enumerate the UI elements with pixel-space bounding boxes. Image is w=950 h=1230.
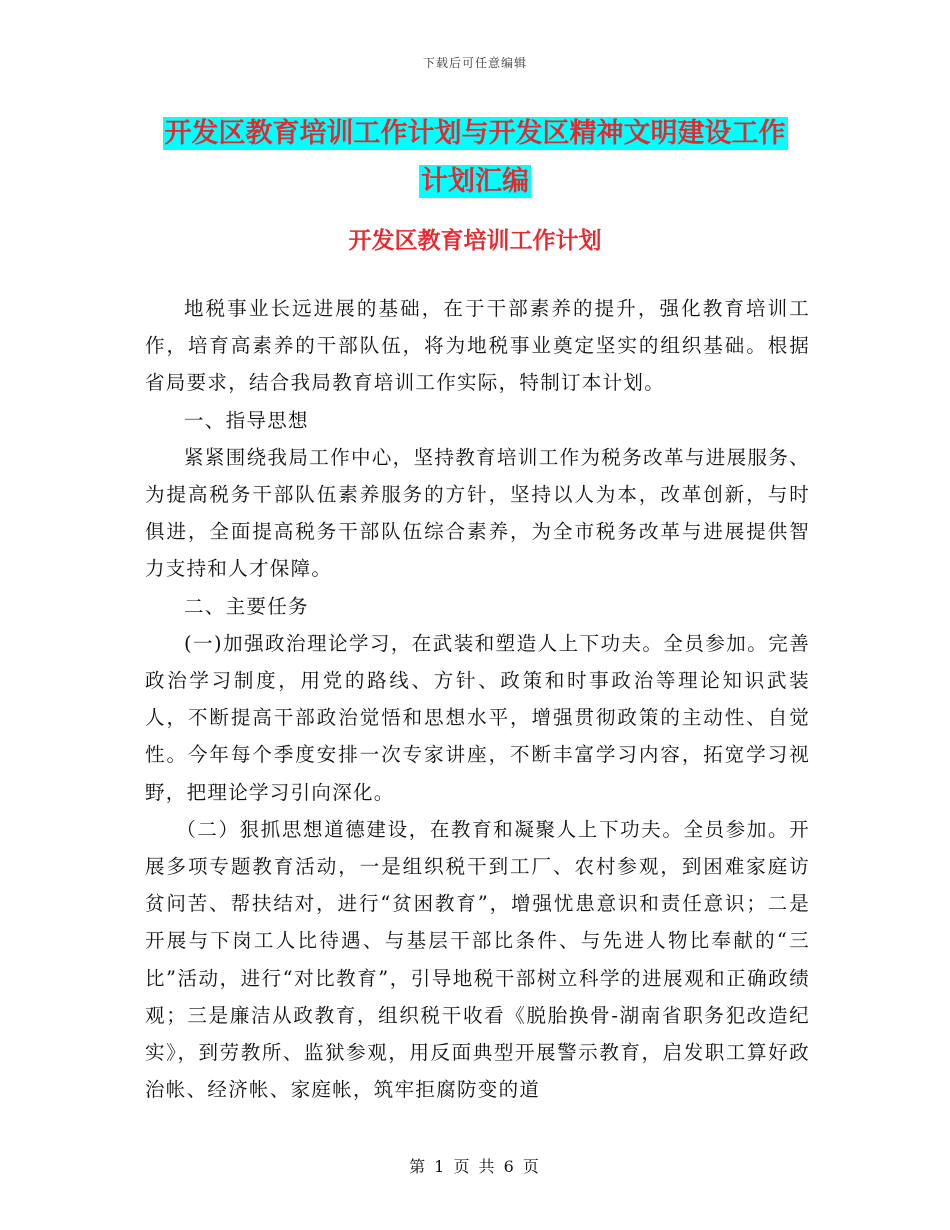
header-note: 下载后可任意编辑 bbox=[422, 56, 527, 70]
paragraph-task-1: (一)加强政治理论学习，在武装和塑造人上下功夫。全员参加。完善政治学习制度，用党的路线、方针、政策和时事政治等理论知识武装人，不断提高干部政治觉悟和思想水平，增强贯彻政策的主动性、自觉性。今年每个季度安排一次专家讲座，不断丰富学习内容，拓宽学习视野，把理论学习引向深化。 bbox=[145, 631, 810, 804]
paragraph-task-2: （二）狠抓思想道德建设，在教育和凝聚人上下功夫。全员参加。开展多项专题教育活动，一是组织税干到工厂、农村参观，到困难家庭访贫问苦、帮扶结对，进行“贫困教育”，增强忧患意识和责任意识；二是开展与下岗工人比待遇、与基层干部比条件、与先进人物比奉献的“三比”活动，进行“对比教育”，引导地税干部树立科学的进展观和正确政绩观；三是廉洁从政教育，组织税干收看《脱胎换骨-湖南省职务犯改造纪实》，到劳教所、监狱参观，用反面典型开展警示教育，启发职工算好政治帐、经济帐、家庭帐，筑牢拒腐防变的道 bbox=[145, 817, 810, 1102]
page-footer: 第 1 页 共 6 页 bbox=[409, 1157, 541, 1176]
document-body bbox=[145, 290, 810, 1108]
heading-main-tasks: 二、主要任务 bbox=[184, 594, 309, 618]
paragraph-intro: 地税事业长远进展的基础，在于干部素养的提升，强化教育培训工作，培育高素养的干部队伍，将为地税事业奠定坚实的组织基础。根据省局要求，结合我局教育培训工作实际，特制订本计划。 bbox=[145, 297, 810, 395]
document-title-line1: 开发区教育培训工作计划与开发区精神文明建设工作 bbox=[164, 118, 786, 149]
heading-guiding-ideology: 一、指导思想 bbox=[184, 408, 309, 432]
section-title: 开发区教育培训工作计划 bbox=[348, 227, 602, 254]
document-title bbox=[0, 110, 950, 206]
document-title-line2: 计划汇编 bbox=[421, 166, 529, 197]
paragraph-guiding-ideology: 紧紧围绕我局工作中心，坚持教育培训工作为税务改革与进展服务、为提高税务干部队伍素养服务的方针，坚持以人为本，改革创新，与时俱进，全面提高税务干部队伍综合素养，为全市税务改革与进展提供智力支持和人才保障。 bbox=[145, 445, 810, 581]
